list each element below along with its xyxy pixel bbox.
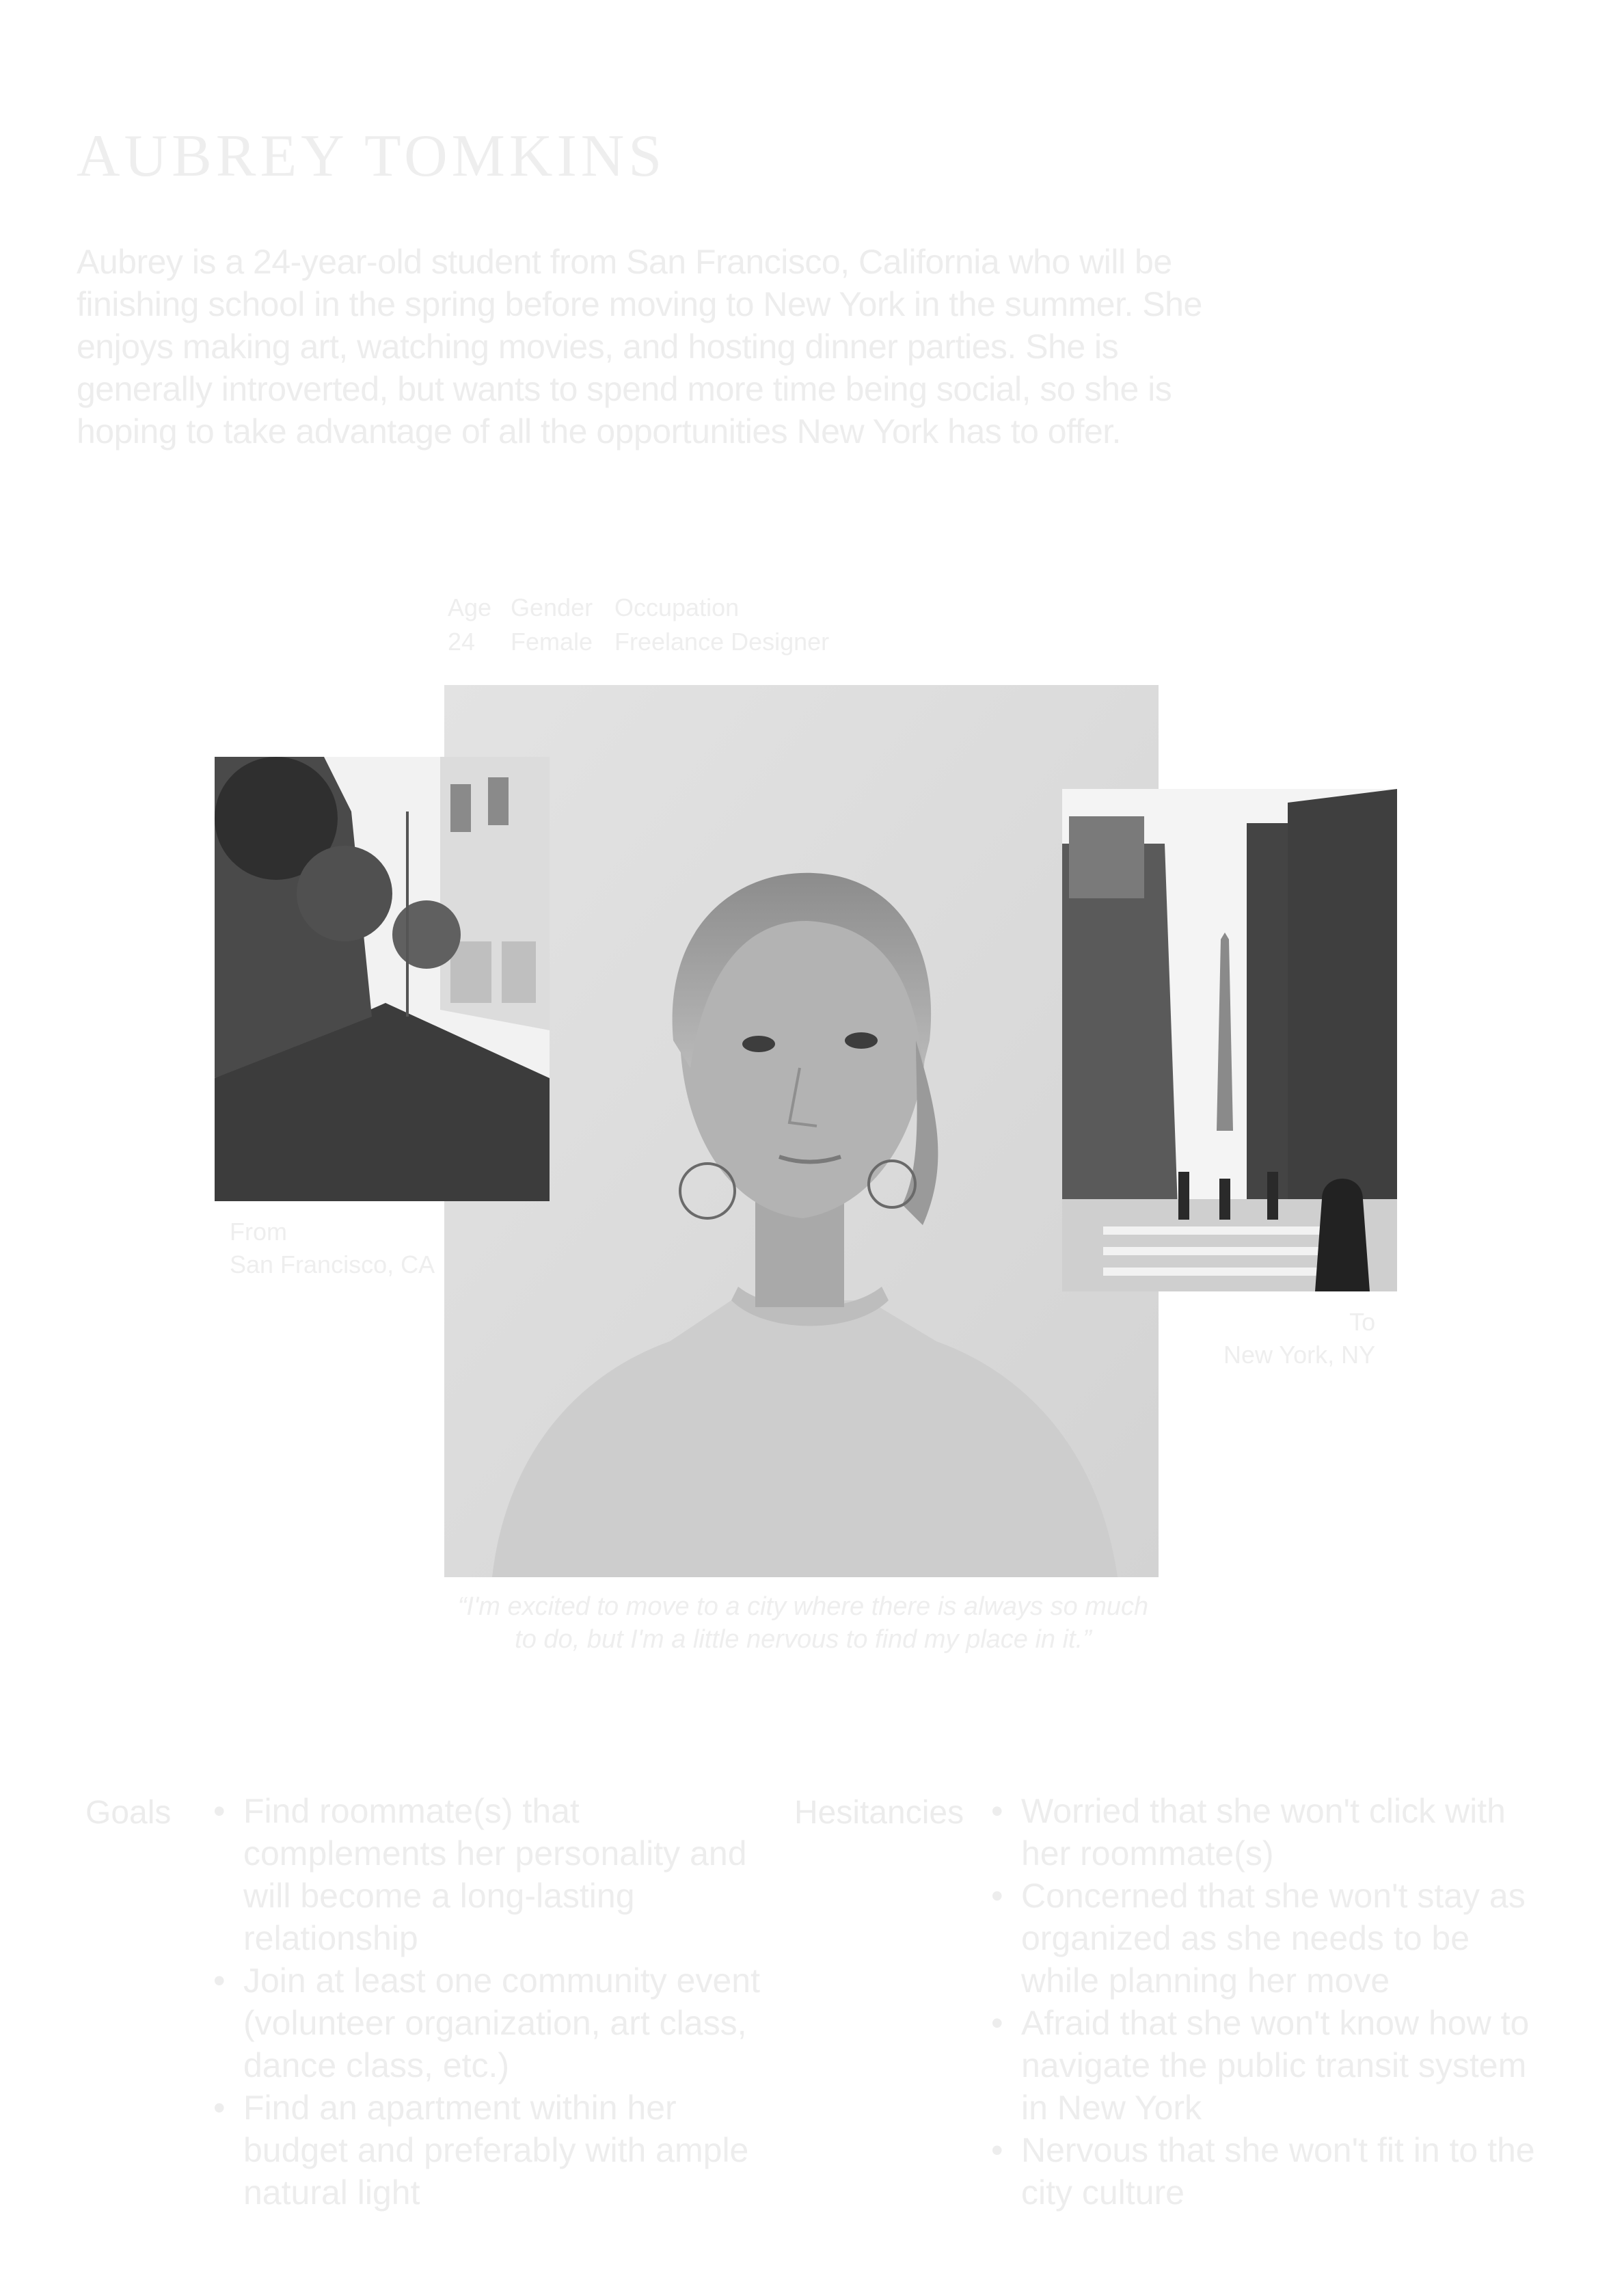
occupation-value: Freelance Designer bbox=[614, 628, 830, 656]
goal-item: • Find roommate(s) that complements her personality and will become a long-lasting relationship bbox=[213, 1790, 760, 1959]
from-value: San Francisco, CA bbox=[230, 1250, 435, 1278]
hesitancy-item: • Nervous that she won't fit in to the city culture bbox=[991, 2129, 1538, 2214]
persona-quote: “I'm excited to move to a city where there is always so much to do, but I'm a little nervous to find my place in it.” bbox=[457, 1592, 1149, 1654]
hesitancy-item: • Worried that she won't click with her roommate(s) bbox=[991, 1790, 1538, 1875]
demographics-values bbox=[448, 625, 829, 659]
portrait-photo bbox=[444, 685, 1159, 1577]
goals-label: Goals bbox=[85, 1795, 172, 1831]
hesitancies-label: Hesitancies bbox=[794, 1795, 964, 1831]
san-francisco-street-photo bbox=[215, 757, 550, 1201]
age-value: 24 bbox=[448, 628, 476, 656]
to-label: To bbox=[1349, 1308, 1376, 1336]
new-york-street-photo bbox=[1062, 789, 1397, 1291]
hesitancy-item: • Afraid that she won't know how to navigate the public transit system in New York bbox=[991, 2002, 1538, 2129]
goal-item: • Find an apartment within her budget and preferably with ample natural light bbox=[213, 2087, 760, 2214]
gender-header: Gender bbox=[511, 593, 593, 621]
gender-value: Female bbox=[511, 628, 593, 656]
to-value: New York, NY bbox=[1223, 1341, 1376, 1369]
persona-bio: Aubrey is a 24-year-old student from San Francisco, California who will be finishing school in the spring before moving to New York in the summer. She enjoys making art, watching movies, and hosting dinner parties. She is generally introverted, but wants to spend more time being social, so she is hoping to take advantage of all the opportunities New York has to offer. bbox=[77, 243, 1202, 451]
from-label: From bbox=[230, 1218, 287, 1246]
hesitancies-list bbox=[991, 1790, 1538, 2214]
demographics bbox=[448, 591, 829, 659]
hesitancy-item: • Concerned that she won't stay as organized as she needs to be while planning her move bbox=[991, 1875, 1538, 2002]
age-header: Age bbox=[448, 593, 492, 621]
persona-name: AUBREY TOMKINS bbox=[77, 123, 666, 189]
occupation-header: Occupation bbox=[614, 593, 740, 621]
goals-list bbox=[213, 1790, 760, 2214]
from-location bbox=[230, 1216, 435, 1281]
to-location bbox=[1223, 1306, 1375, 1371]
demographics-headers bbox=[448, 591, 829, 625]
goal-item: • Join at least one community event (volunteer organization, art class, dance class, etc.) bbox=[213, 1959, 760, 2087]
